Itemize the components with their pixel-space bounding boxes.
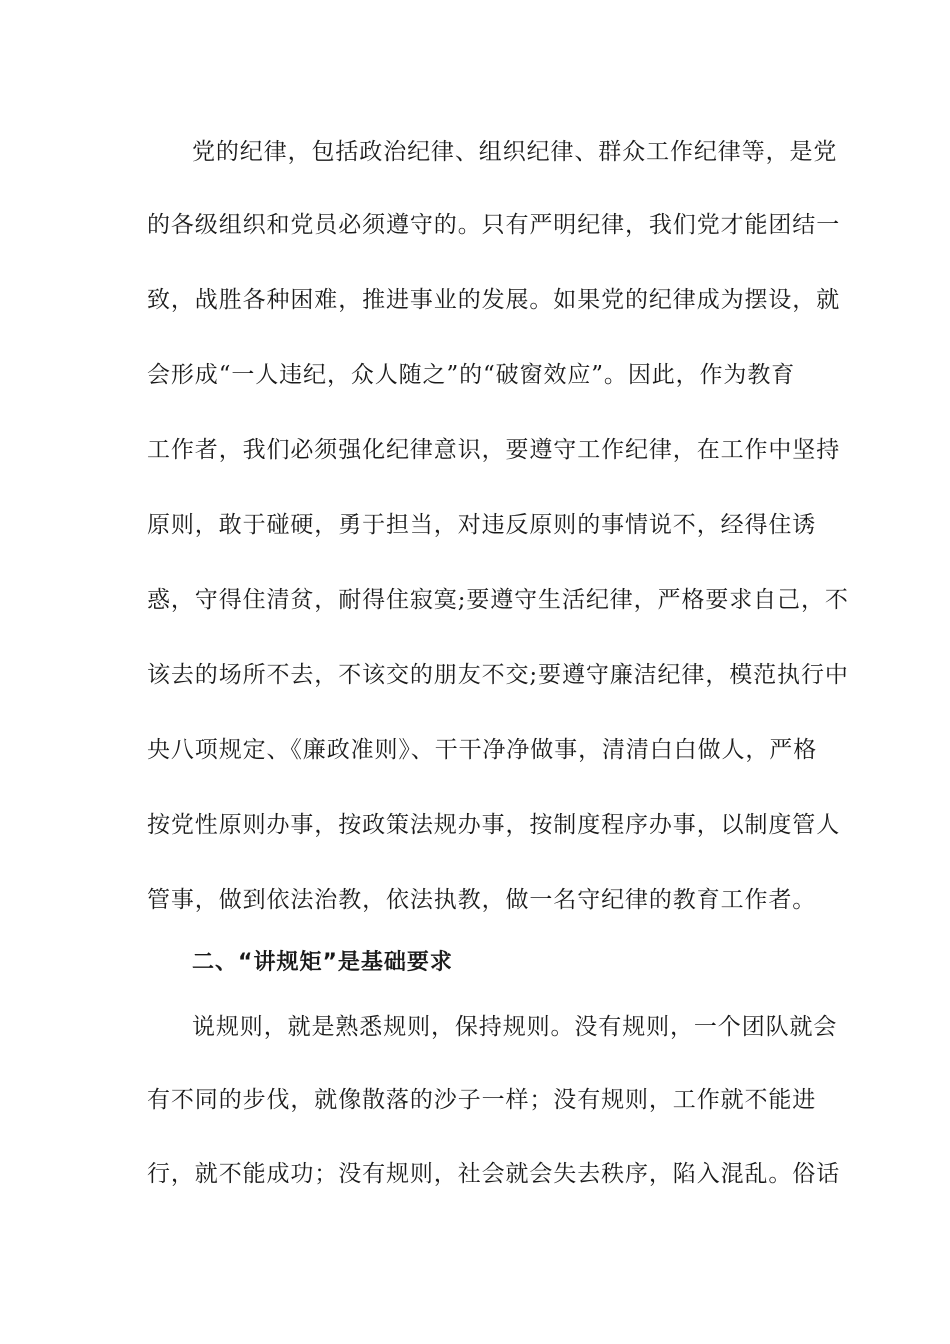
paragraph-line: 行，就不能成功；没有规则，社会就会失去秩序，陷入混乱。俗话 (147, 1161, 841, 1187)
paragraph-line: 该去的场所不去，不该交的朋友不交;要遵守廉洁纪律，模范执行中 (147, 662, 849, 688)
paragraph-line: 的各级组织和党员必须遵守的。只有严明纪律，我们党才能团结一 (147, 212, 841, 238)
paragraph-line: 工作者，我们必须强化纪律意识，要遵守工作纪律，在工作中坚持 (147, 437, 841, 463)
paragraph-line: 有不同的步伐，就像散落的沙子一样；没有规则，工作就不能进 (147, 1087, 817, 1113)
paragraph-line: 央八项规定、《廉政准则》、干干净净做事，清清白白做人，严格 (147, 737, 818, 763)
paragraph-line: 说规则，就是熟悉规则，保持规则。没有规则，一个团队就会 (192, 1014, 838, 1040)
paragraph-line: 致，战胜各种困难，推进事业的发展。如果党的纪律成为摆设，就 (147, 287, 841, 313)
paragraph-line: 惑，守得住清贫，耐得住寂寞;要遵守生活纪律，严格要求自己，不 (147, 587, 849, 613)
paragraph-line: 会形成“一人违纪，众人随之”的“破窗效应”。因此，作为教育 (147, 362, 796, 388)
paragraph-line: 党的纪律，包括政治纪律、组织纪律、群众工作纪律等，是党 (192, 139, 838, 165)
paragraph-line: 管事，做到依法治教，依法执教，做一名守纪律的教育工作者。 (147, 887, 817, 913)
section-heading: 二、“讲规矩”是基础要求 (192, 950, 453, 975)
paragraph-line: 按党性原则办事，按政策法规办事，按制度程序办事，以制度管人 (147, 812, 841, 838)
paragraph-line: 原则，敢于碰硬，勇于担当，对违反原则的事情说不，经得住诱 (147, 512, 817, 538)
